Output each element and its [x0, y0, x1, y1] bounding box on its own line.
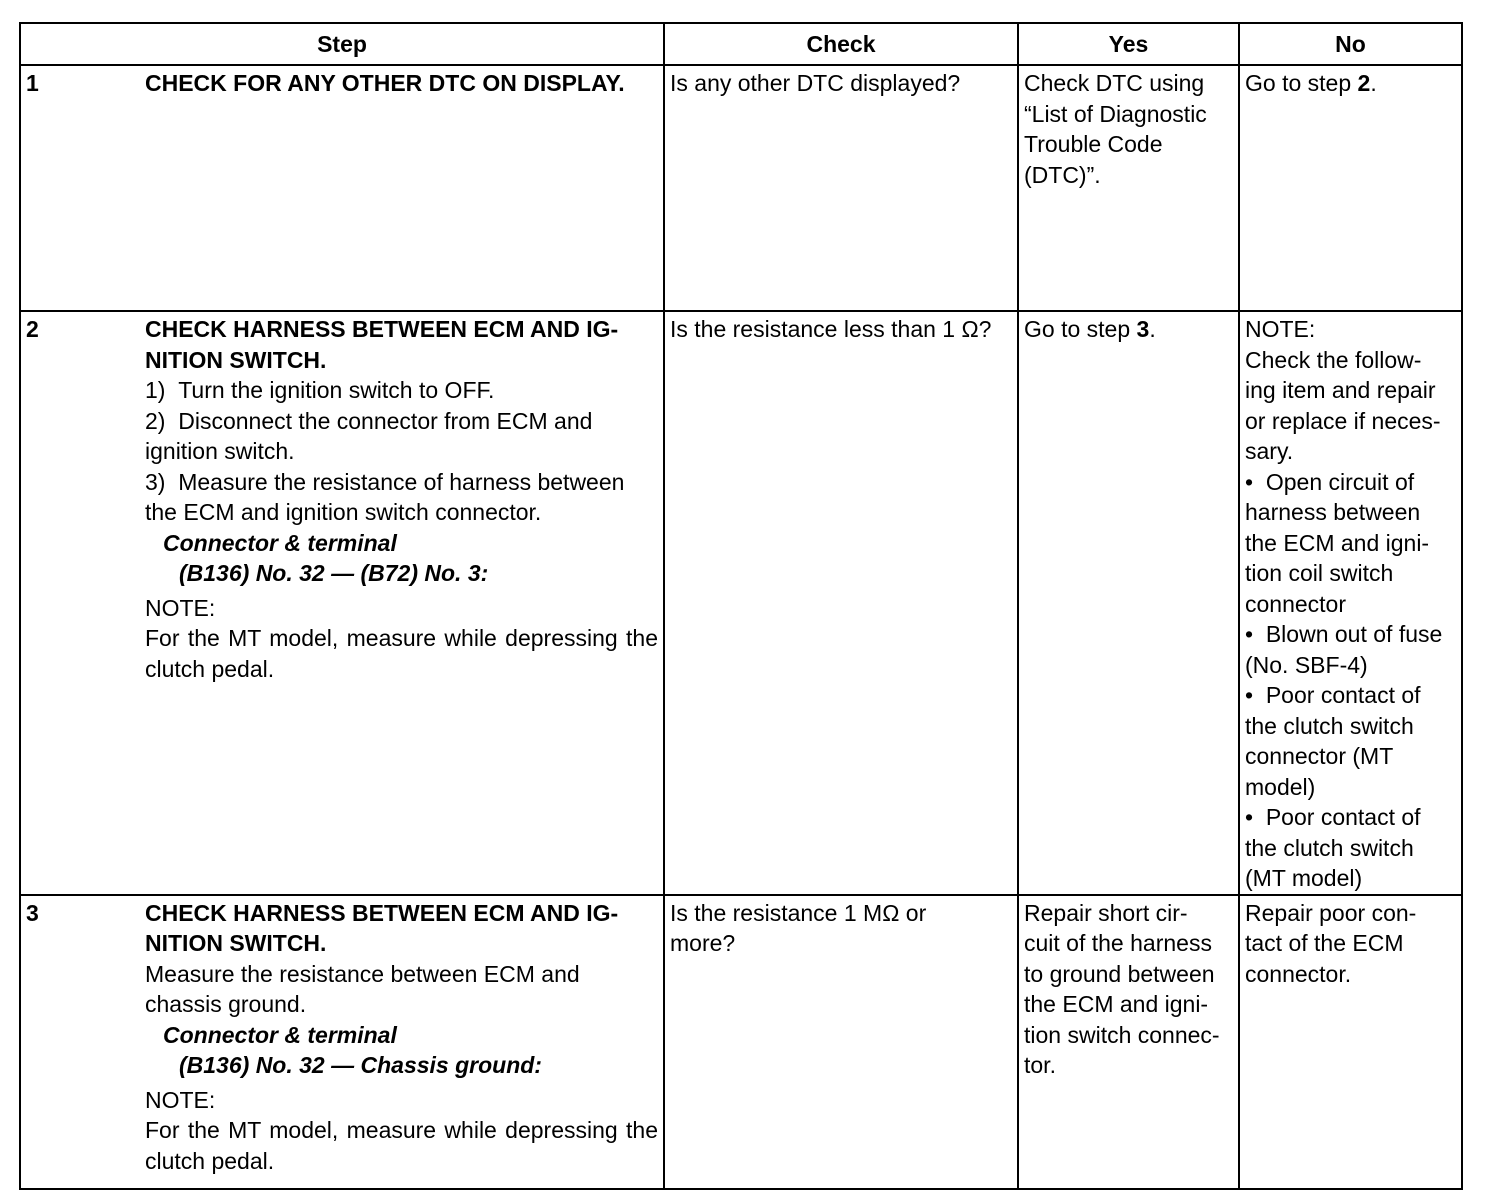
- yes-text-line: Repair short cir-: [1024, 899, 1188, 926]
- connector-label: Connector & terminal: [163, 529, 397, 556]
- no-bullet-item: • Blown out of fuse: [1245, 619, 1456, 650]
- table-row: [20, 311, 1462, 895]
- note-label: NOTE:: [145, 1086, 216, 1113]
- no-text-line: connector.: [1245, 960, 1352, 987]
- yes-cell: [1018, 895, 1239, 1189]
- no-bullet-line: model): [1245, 773, 1316, 800]
- step-number: 2: [26, 316, 39, 342]
- no-step-ref: 2: [1357, 70, 1371, 96]
- check-cell: [664, 311, 1018, 895]
- note-text: For the MT model, measure while depressing the clutch pedal.: [145, 625, 658, 682]
- yes-text-line: tion switch connec-: [1024, 1021, 1220, 1048]
- no-note-label: NOTE:: [1245, 316, 1316, 342]
- yes-text-line: (DTC)”.: [1024, 161, 1101, 188]
- step-title-line: NITION SWITCH.: [145, 930, 327, 956]
- yes-text-suffix: .: [1149, 316, 1156, 342]
- yes-cell: [1018, 65, 1239, 311]
- note-label: NOTE:: [145, 594, 216, 621]
- no-bullet-line: (MT model): [1245, 865, 1363, 891]
- no-bullet-line: the clutch switch: [1245, 834, 1414, 861]
- yes-text-line: cuit of the harness: [1024, 930, 1212, 956]
- no-text-line: or replace if neces-: [1245, 407, 1441, 434]
- connector-label: Connector & terminal: [163, 1021, 397, 1048]
- yes-text: Go to step: [1024, 316, 1137, 342]
- instruction: 3) Measure the resistance of harness between the ECM and ignition switch connector.: [145, 468, 625, 525]
- check-cell: [664, 65, 1018, 311]
- no-text-line: tact of the ECM: [1245, 930, 1404, 956]
- diagnostic-table: [19, 22, 1463, 1190]
- no-bullet-line: connector: [1245, 590, 1347, 617]
- note-text: For the MT model, measure while depressing the clutch pedal.: [145, 1117, 658, 1174]
- check-question-line: Is the resistance 1 MΩ or: [670, 899, 927, 926]
- header-check: Check: [664, 23, 1018, 65]
- no-bullet-item: • Poor contact of: [1245, 802, 1456, 833]
- step-title-line: CHECK HARNESS BETWEEN ECM AND IG-: [145, 899, 619, 926]
- connector-value: (B136) No. 32 — (B72) No. 3:: [179, 560, 489, 586]
- no-bullet-item: • Open circuit of: [1245, 467, 1456, 498]
- no-text-suffix: .: [1370, 70, 1377, 96]
- table-row: [20, 65, 1462, 311]
- header-no: No: [1239, 23, 1462, 65]
- step-number: 1: [26, 70, 39, 96]
- step-cell: [20, 311, 664, 895]
- no-cell: [1239, 65, 1462, 311]
- yes-text-line: the ECM and igni-: [1024, 991, 1209, 1017]
- no-text-line: sary.: [1245, 438, 1294, 464]
- yes-text-line: “List of Diagnostic: [1024, 100, 1207, 127]
- no-bullet-line: the clutch switch: [1245, 712, 1414, 739]
- yes-text-line: tor.: [1024, 1052, 1056, 1078]
- instruction: 1) Turn the ignition switch to OFF.: [145, 377, 495, 403]
- header-step: Step: [20, 23, 664, 65]
- yes-text-line: to ground between: [1024, 960, 1215, 987]
- yes-step-ref: 3: [1136, 316, 1150, 342]
- check-cell: [664, 895, 1018, 1189]
- no-text-line: ing item and repair: [1245, 377, 1436, 403]
- check-question: Is any other DTC displayed?: [670, 70, 961, 96]
- table-row: [20, 895, 1462, 1189]
- step-title: CHECK FOR ANY OTHER DTC ON DISPLAY.: [145, 70, 625, 96]
- instruction: 2) Disconnect the connector from ECM and ignition switch.: [145, 407, 593, 464]
- header-row: [20, 23, 1462, 65]
- no-bullet-line: harness between: [1245, 499, 1421, 525]
- no-text: Go to step: [1245, 70, 1358, 96]
- instruction: Measure the resistance between ECM and chassis ground.: [145, 960, 580, 1017]
- yes-cell: [1018, 311, 1239, 895]
- no-bullet-line: (No. SBF-4): [1245, 651, 1368, 678]
- step-cell: [20, 895, 664, 1189]
- step-title-line: NITION SWITCH.: [145, 346, 327, 373]
- yes-text-line: Check DTC using: [1024, 70, 1205, 96]
- step-cell: [20, 65, 664, 311]
- no-bullet-item: • Poor contact of: [1245, 680, 1456, 711]
- no-bullet-line: tion coil switch: [1245, 560, 1394, 586]
- no-bullet-line: connector (MT: [1245, 743, 1394, 769]
- diagnostic-document: [19, 22, 1461, 1183]
- connector-value: (B136) No. 32 — Chassis ground:: [179, 1052, 542, 1078]
- no-cell: [1239, 311, 1462, 895]
- no-text-line: Check the follow-: [1245, 346, 1422, 373]
- header-yes: Yes: [1018, 23, 1239, 65]
- no-cell: [1239, 895, 1462, 1189]
- step-title-line: CHECK HARNESS BETWEEN ECM AND IG-: [145, 316, 619, 342]
- check-question: Is the resistance less than 1 Ω?: [670, 316, 992, 342]
- check-question-line: more?: [670, 930, 736, 956]
- step-number: 3: [26, 899, 39, 926]
- no-text-line: Repair poor con-: [1245, 899, 1417, 926]
- yes-text-line: Trouble Code: [1024, 131, 1163, 157]
- no-bullet-line: the ECM and igni-: [1245, 529, 1430, 556]
